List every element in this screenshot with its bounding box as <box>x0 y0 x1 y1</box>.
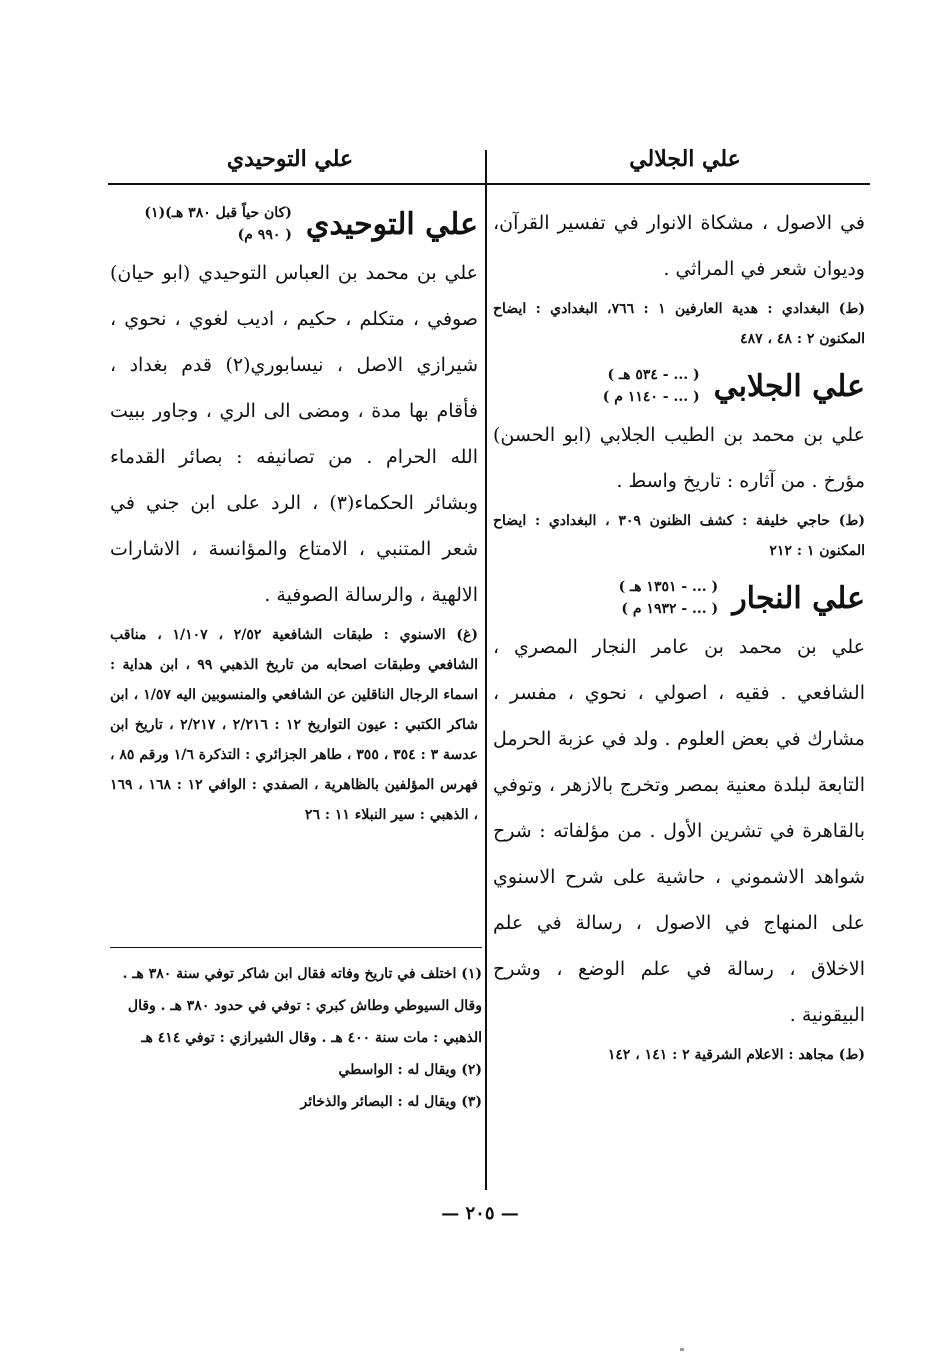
entry-body-najjar: علي بن محمد بن عامر النجار المصري ، الشافعي . فقيه ، اصولي ، نحوي ، مفسر ، مشارك في بعض العلوم . ولد في عزبة الحرمل التابعة لبلدة معنية بمصر وتخرج بالازهر ، وتوفي بالقاهرة في تشرين الأول . من مؤلفاته : شرح شواهد الاشموني ، حاشية على شرح الاسنوي على المنهاج في الاصول ، رسالة في علم الاخلاق ، رسالة في علم الوضع ، وشرح البيقونية . <box>493 636 865 1026</box>
dates-gregorian: ( ... - ١٩٣٢ م ) <box>621 601 719 617</box>
dates-hijri: ( ... - ١٣٥١ هـ ) <box>618 579 719 595</box>
dates-hijri: ( ... - ٥٣٤ هـ ) <box>607 367 700 383</box>
print-speck <box>680 1348 684 1351</box>
entry-name-najjar: علي النجار <box>732 580 865 616</box>
entry-header-jalabi <box>493 364 865 408</box>
footnote-2: (٢) ويقال له : الواسطي <box>338 1062 482 1078</box>
footnote-rule <box>110 947 482 948</box>
footnote-3: (٣) ويقال له : البصائر والذخائر <box>300 1094 482 1110</box>
entry-source-jalabi: (ط) حاجي خليفة : كشف الظنون ٣٠٩ ، البغدادي : ايضاح المكنون ١ : ٢١٢ <box>493 513 865 559</box>
entry-source-tawhidi: (غ) الاسنوي : طبقات الشافعية ٢/٥٢ ، ١/١٠٧ ، مناقب الشافعي وطبقات اصحابه من تاريخ الذهبي ٩٩ ، ابن هداية : اسماء الرجال الناقلين عن الشافعي والمنسوبين اليه ١/٥٧ ، ابن شاكر الكتبي : عيون التواريخ ١٢ : ٢/٢١٦ ، ٢/٢١٧ ، تاريخ ابن عدسة ٣ : ٣٥٤ ، ٣٥٥ ، طاهر الجزائري : التذكرة ١/٦ ورقم ٨٥ ، فهرس المؤلفين بالظاهرية ، الصفدي : الوافي ١٢ : ١٦٨ ، ١٦٩ ، الذهبي : سير النبلاء ١١ : ٢٦ <box>110 627 479 823</box>
header-rule <box>108 183 870 185</box>
dates-hijri: (كان حياً قبل ٣٨٠ هـ)(١) <box>144 205 292 221</box>
entry-dates-najjar <box>619 576 719 620</box>
dates-gregorian: ( ٩٩٠ م) <box>237 227 292 243</box>
entry-source-najjar: (ط) مجاهد : الاعلام الشرقية ٢ : ١٤١ ، ١٤٢ <box>607 1047 865 1063</box>
left-column <box>110 196 478 840</box>
footnote-1: (١) اختلف في تاريخ وفاته فقال ابن شاكر توفي سنة ٣٨٠ هـ . وقال السيوطي وطاش كبري : توفي في حدود ٣٨٠ هـ . وقال الذهبي : مات سنة ٤٠٠ هـ . وقال الشيرازي : توفي ٤١٤ هـ <box>122 966 482 1046</box>
intro-text: في الاصول ، مشكاة الانوار في تفسير القرآن، وديوان شعر في المراثي . <box>493 212 865 280</box>
entry-body-tawhidi: علي بن محمد بن العباس التوحيدي (ابو حيان) صوفي ، متكلم ، حكيم ، اديب لغوي ، نحوي ، شيرازي الاصل ، نيسابوري(٢) قدم بغداد ، فأقام بها مدة ، ومضى الى الري ، وجاور ببيت الله الحرام . من تصانيفه : بصائر القدماء وبشائر الحكماء(٣) ، الرد على ابن جني في شعر المتنبي ، الامتاع والمؤانسة ، الاشارات الالهية ، والرسالة الصوفية . <box>110 262 478 606</box>
entry-name-jalabi: علي الجلابي <box>713 368 865 404</box>
footnotes <box>110 958 482 1118</box>
entry-dates-tawhidi <box>144 202 291 246</box>
dates-gregorian: ( ... - ١١٤٠ م ) <box>602 389 700 405</box>
entry-name-tawhidi: علي التوحيدي <box>305 206 478 242</box>
right-column-header: علي الجلالي <box>629 146 741 172</box>
entry-header-najjar <box>493 576 865 620</box>
entry-body-jalabi: علي بن محمد بن الطيب الجلابي (ابو الحسن) مؤرخ . من آثاره : تاريخ واسط . <box>493 424 865 492</box>
right-column <box>493 200 865 1080</box>
left-column-header: علي التوحيدي <box>226 146 354 172</box>
entry-header-tawhidi <box>110 202 478 246</box>
intro-source: (ط) البغدادي : هدية العارفين ١ : ٧٦٦، البغدادي : ايضاح المكنون ٢ : ٤٨ ، ٤٨٧ <box>493 301 865 347</box>
entry-dates-jalabi <box>603 364 700 408</box>
page-number: — ٢٠٥ — <box>441 1203 519 1224</box>
column-divider <box>485 150 487 1190</box>
